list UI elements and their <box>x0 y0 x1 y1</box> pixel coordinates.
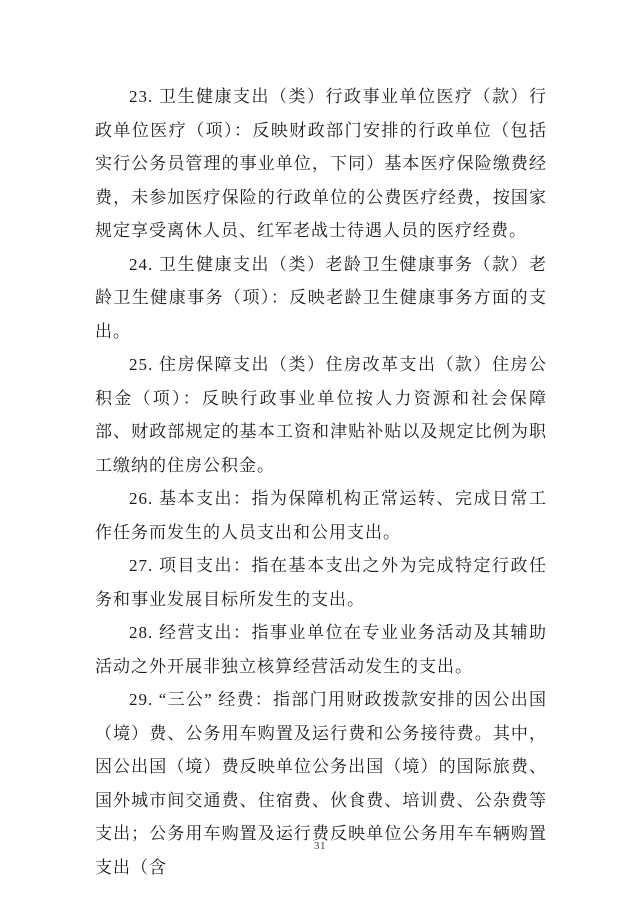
paragraph-item-24: 24. 卫生健康支出（类）老龄卫生健康事务（款）老龄卫生健康事务（项）：反映老龄卫生健康事务方面的支出。 <box>95 254 547 341</box>
paragraph-item-27: 27. 项目支出：指在基本支出之外为完成特定行政任务和事业发展目标所发生的支出。 <box>95 556 547 609</box>
paragraph-item-26: 26. 基本支出：指为保障机构正常运转、完成日常工作任务而发生的人员支出和公用支出。 <box>95 489 547 542</box>
document-body <box>95 80 547 884</box>
paragraph-item-28: 28. 经营支出：指事业单位在专业业务活动及其辅助活动之外开展非独立核算经营活动发生的支出。 <box>95 623 547 676</box>
paragraph-item-29: 29. “三公” 经费：指部门用财政拨款安排的因公出国（境）费、公务用车购置及运行费和公务接待费。其中，因公出国（境）费反映单位公务出国（境）的国际旅费、国外城市间交通费、住宿费、伙食费、培训费、公杂费等支出；公务用车购置及运行费反映单位公务用车车辆购置支出（含 <box>95 690 547 877</box>
page-number: 31 <box>314 840 326 852</box>
paragraph-item-23: 23. 卫生健康支出（类）行政事业单位医疗（款）行政单位医疗（项）：反映财政部门安排的行政单位（包括实行公务员管理的事业单位，下同）基本医疗保险缴费经费，未参加医疗保险的行政单位的公费医疗经费，按国家规定享受离休人员、红军老战士待遇人员的医疗经费。 <box>95 87 547 240</box>
paragraph-item-25: 25. 住房保障支出（类）住房改革支出（款）住房公积金（项）：反映行政事业单位按人力资源和社会保障部、财政部规定的基本工资和津贴补贴以及规定比例为职工缴纳的住房公积金。 <box>95 355 547 475</box>
